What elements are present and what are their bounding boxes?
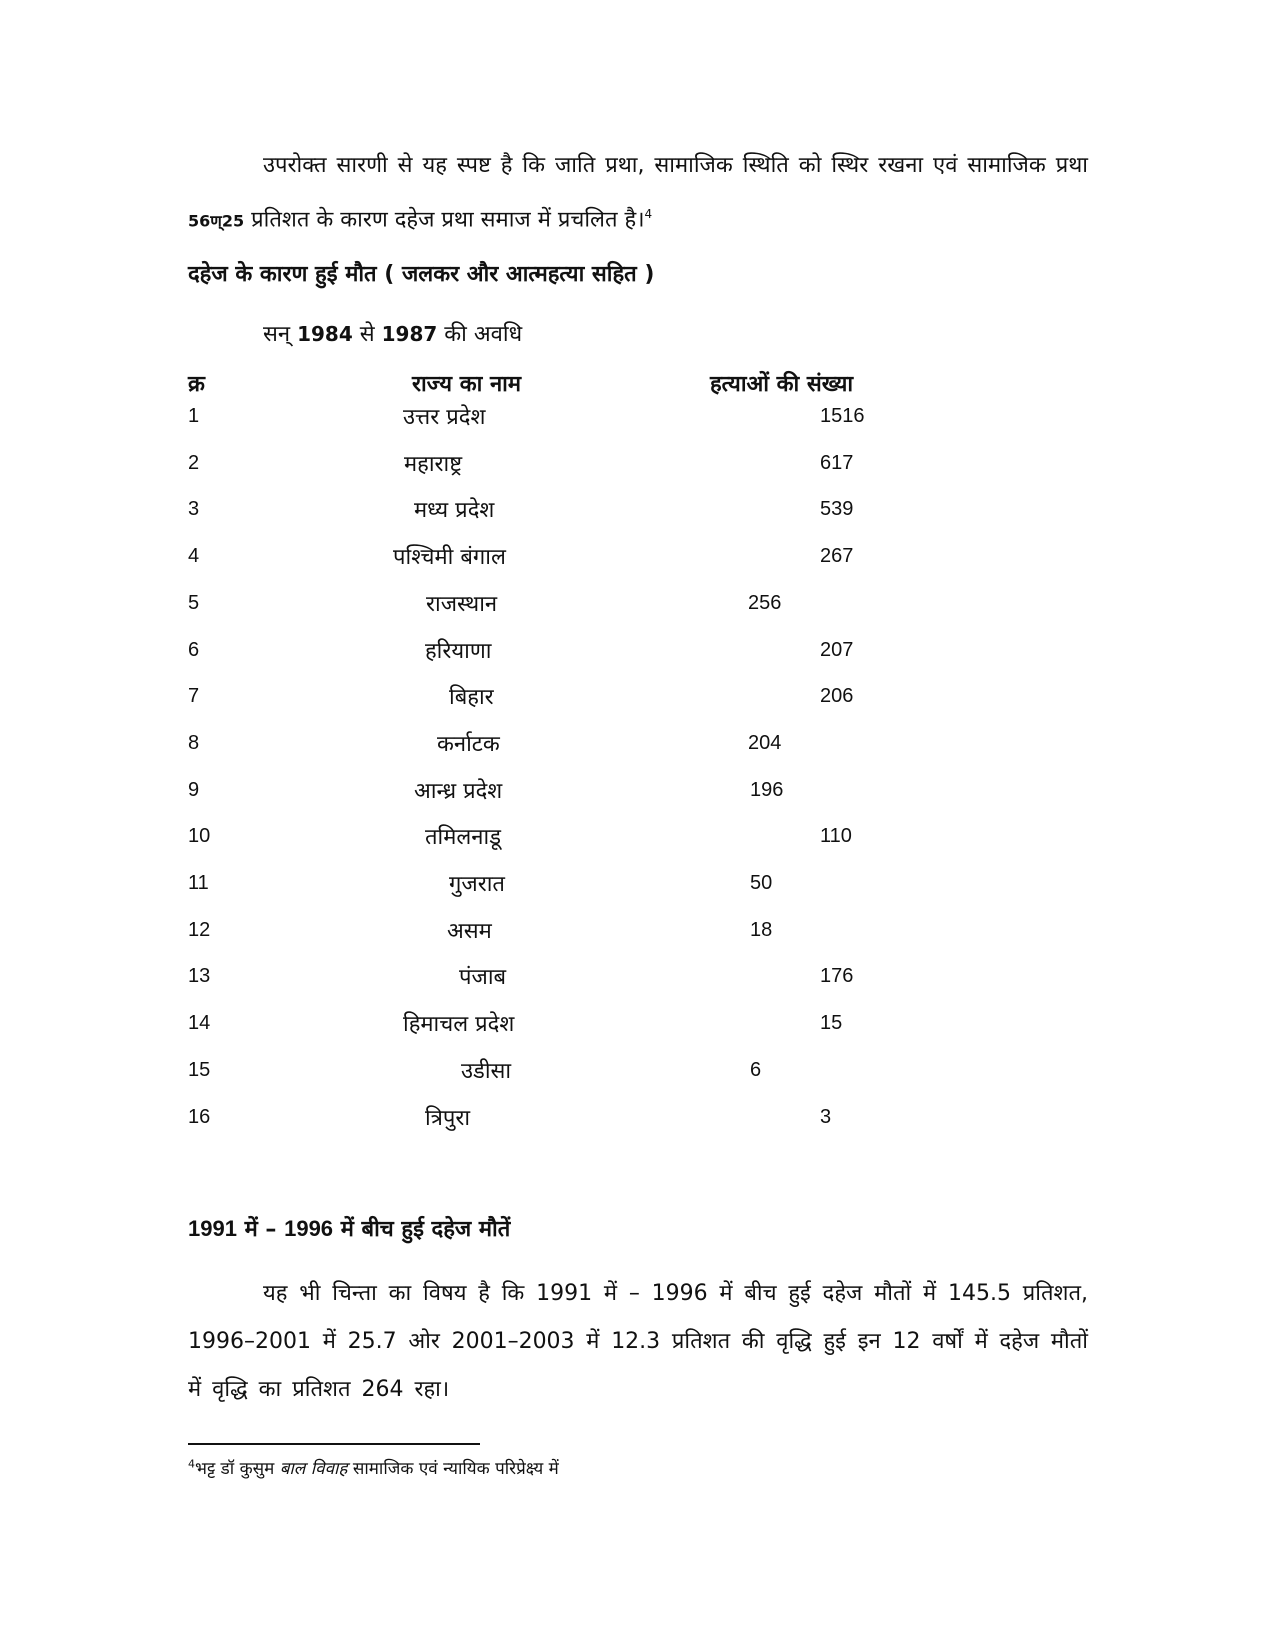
footnote-rest: सामाजिक एवं न्यायिक परिप्रेक्ष्य में [347, 1459, 559, 1479]
section-heading-dowry-deaths: दहेज के कारण हुई मौत ( जलकर और आत्महत्या सहित ) [188, 262, 655, 287]
cell-death-count: 6 [750, 1058, 762, 1081]
column-header-state: राज्य का नाम [412, 372, 522, 397]
cell-serial: 13 [188, 965, 211, 988]
cell-serial: 15 [188, 1058, 211, 1081]
table-row [0, 872, 1275, 912]
cell-state-name: कर्नाटक [437, 731, 500, 757]
table-row [0, 825, 1275, 865]
table-row [0, 779, 1275, 819]
cell-death-count: 617 [820, 451, 854, 474]
cell-death-count: 50 [750, 872, 773, 894]
cell-death-count: 204 [748, 731, 782, 754]
table-row [0, 498, 1275, 538]
cell-death-count: 256 [748, 591, 782, 614]
heading-rest: में बीच हुई दहेज मौतें [333, 1217, 511, 1242]
footnote-reference[interactable]: 4 [644, 207, 653, 221]
footnote-author: भट्ट डॉ कुसुम [195, 1459, 280, 1479]
intro-text-a: उपरोक्त सारणी से यह स्पष्ट है कि जाति प्रथा, सामाजिक स्थिति को स्थिर रखना एवं सामाजिक प्रथा [263, 153, 1088, 178]
cell-serial: 1 [188, 405, 200, 427]
heading-year-2: 1996 [284, 1216, 334, 1241]
cell-serial: 5 [188, 591, 200, 614]
period-label [263, 318, 522, 348]
cell-serial: 4 [188, 545, 200, 568]
cell-state-name: त्रिपुरा [425, 1105, 471, 1131]
period-mid: से [352, 322, 382, 347]
cell-serial: 2 [188, 451, 200, 474]
cell-state-name: मध्य प्रदेश [414, 498, 495, 524]
footnote-divider [188, 1443, 480, 1445]
table-row [0, 1059, 1275, 1099]
growth-paragraph: यह भी चिन्ता का विषय है कि 1991 में – 1996 में बीच हुई दहेज मौतों में 145.5 प्रतिशत, 1996–2001 में 25.7 ओर 2001–2003 में 12.3 प्रतिशत की वृद्धि हुई इन 12 वर्षों में दहेज मौतों में वृद्धि का प्रतिशत 264 रहा। [188, 1281, 1088, 1402]
footnote-marker: 4 [188, 1457, 195, 1471]
table-row [0, 1012, 1275, 1052]
cell-state-name: तमिलनाडू [425, 825, 501, 851]
cell-death-count: 18 [750, 918, 773, 941]
period-from-year: 1984 [297, 322, 353, 346]
cell-serial: 3 [188, 498, 200, 521]
table-header [0, 368, 1275, 398]
intro-text-b: प्रतिशत के कारण दहेज प्रथा समाज में प्रचलित है। [244, 207, 645, 233]
cell-death-count: 196 [750, 778, 784, 801]
cell-state-name: गुजरात [449, 872, 505, 897]
section-heading-1991-1996 [188, 1213, 510, 1243]
table-row [0, 685, 1275, 725]
cell-death-count: 267 [820, 545, 854, 568]
period-to-year: 1987 [381, 322, 438, 346]
heading-mid: में – [236, 1217, 285, 1242]
table-row [0, 452, 1275, 492]
cell-state-name: उत्तर प्रदेश [403, 405, 486, 430]
cell-death-count: 539 [820, 498, 854, 521]
cell-state-name: उडीसा [461, 1058, 512, 1084]
cell-serial: 9 [188, 778, 200, 801]
cell-state-name: राजस्थान [426, 591, 498, 617]
period-pre: सन् [263, 322, 298, 347]
cell-death-count: 110 [820, 825, 852, 848]
column-header-count: हत्याओं की संख्या [710, 372, 854, 397]
cell-state-name: हिमाचल प्रदेश [403, 1012, 515, 1038]
cell-death-count: 176 [820, 965, 854, 988]
cell-serial: 14 [188, 1012, 211, 1035]
cell-serial: 12 [188, 918, 211, 941]
table-row [0, 732, 1275, 772]
cell-state-name: हरियाणा [425, 638, 492, 664]
table-row [0, 545, 1275, 585]
cell-serial: 7 [188, 685, 200, 708]
cell-state-name: बिहार [449, 685, 494, 711]
cell-state-name: असम [447, 918, 492, 944]
cell-death-count: 3 [820, 1105, 832, 1128]
period-post: की अवधि [437, 322, 523, 347]
cell-death-count: 206 [820, 685, 854, 708]
cell-serial: 8 [188, 731, 200, 754]
table-row [0, 1106, 1275, 1146]
column-header-serial: क्र [188, 372, 205, 397]
footnote [188, 1456, 559, 1479]
cell-state-name: पंजाब [459, 965, 507, 991]
cell-state-name: पश्चिमी बंगाल [393, 545, 506, 571]
cell-state-name: महाराष्ट्र [404, 451, 463, 477]
table-row [0, 965, 1275, 1005]
footnote-title: बाल विवाह [279, 1459, 348, 1479]
table-row [0, 405, 1275, 445]
cell-serial: 16 [188, 1105, 211, 1128]
cell-serial: 6 [188, 638, 200, 661]
cell-death-count: 15 [820, 1012, 843, 1035]
heading-year-1: 1991 [188, 1216, 237, 1241]
cell-death-count: 207 [820, 638, 854, 661]
intro-paragraph [188, 142, 1088, 245]
cell-state-name: आन्ध्र प्रदेश [414, 778, 503, 804]
table-row [0, 639, 1275, 679]
table-row [0, 592, 1275, 632]
table-row [0, 919, 1275, 959]
cell-death-count: 1516 [820, 405, 865, 427]
cell-serial: 10 [188, 825, 211, 848]
intro-percentage-value: 56ण्25 [188, 211, 245, 231]
cell-serial: 11 [188, 872, 209, 894]
